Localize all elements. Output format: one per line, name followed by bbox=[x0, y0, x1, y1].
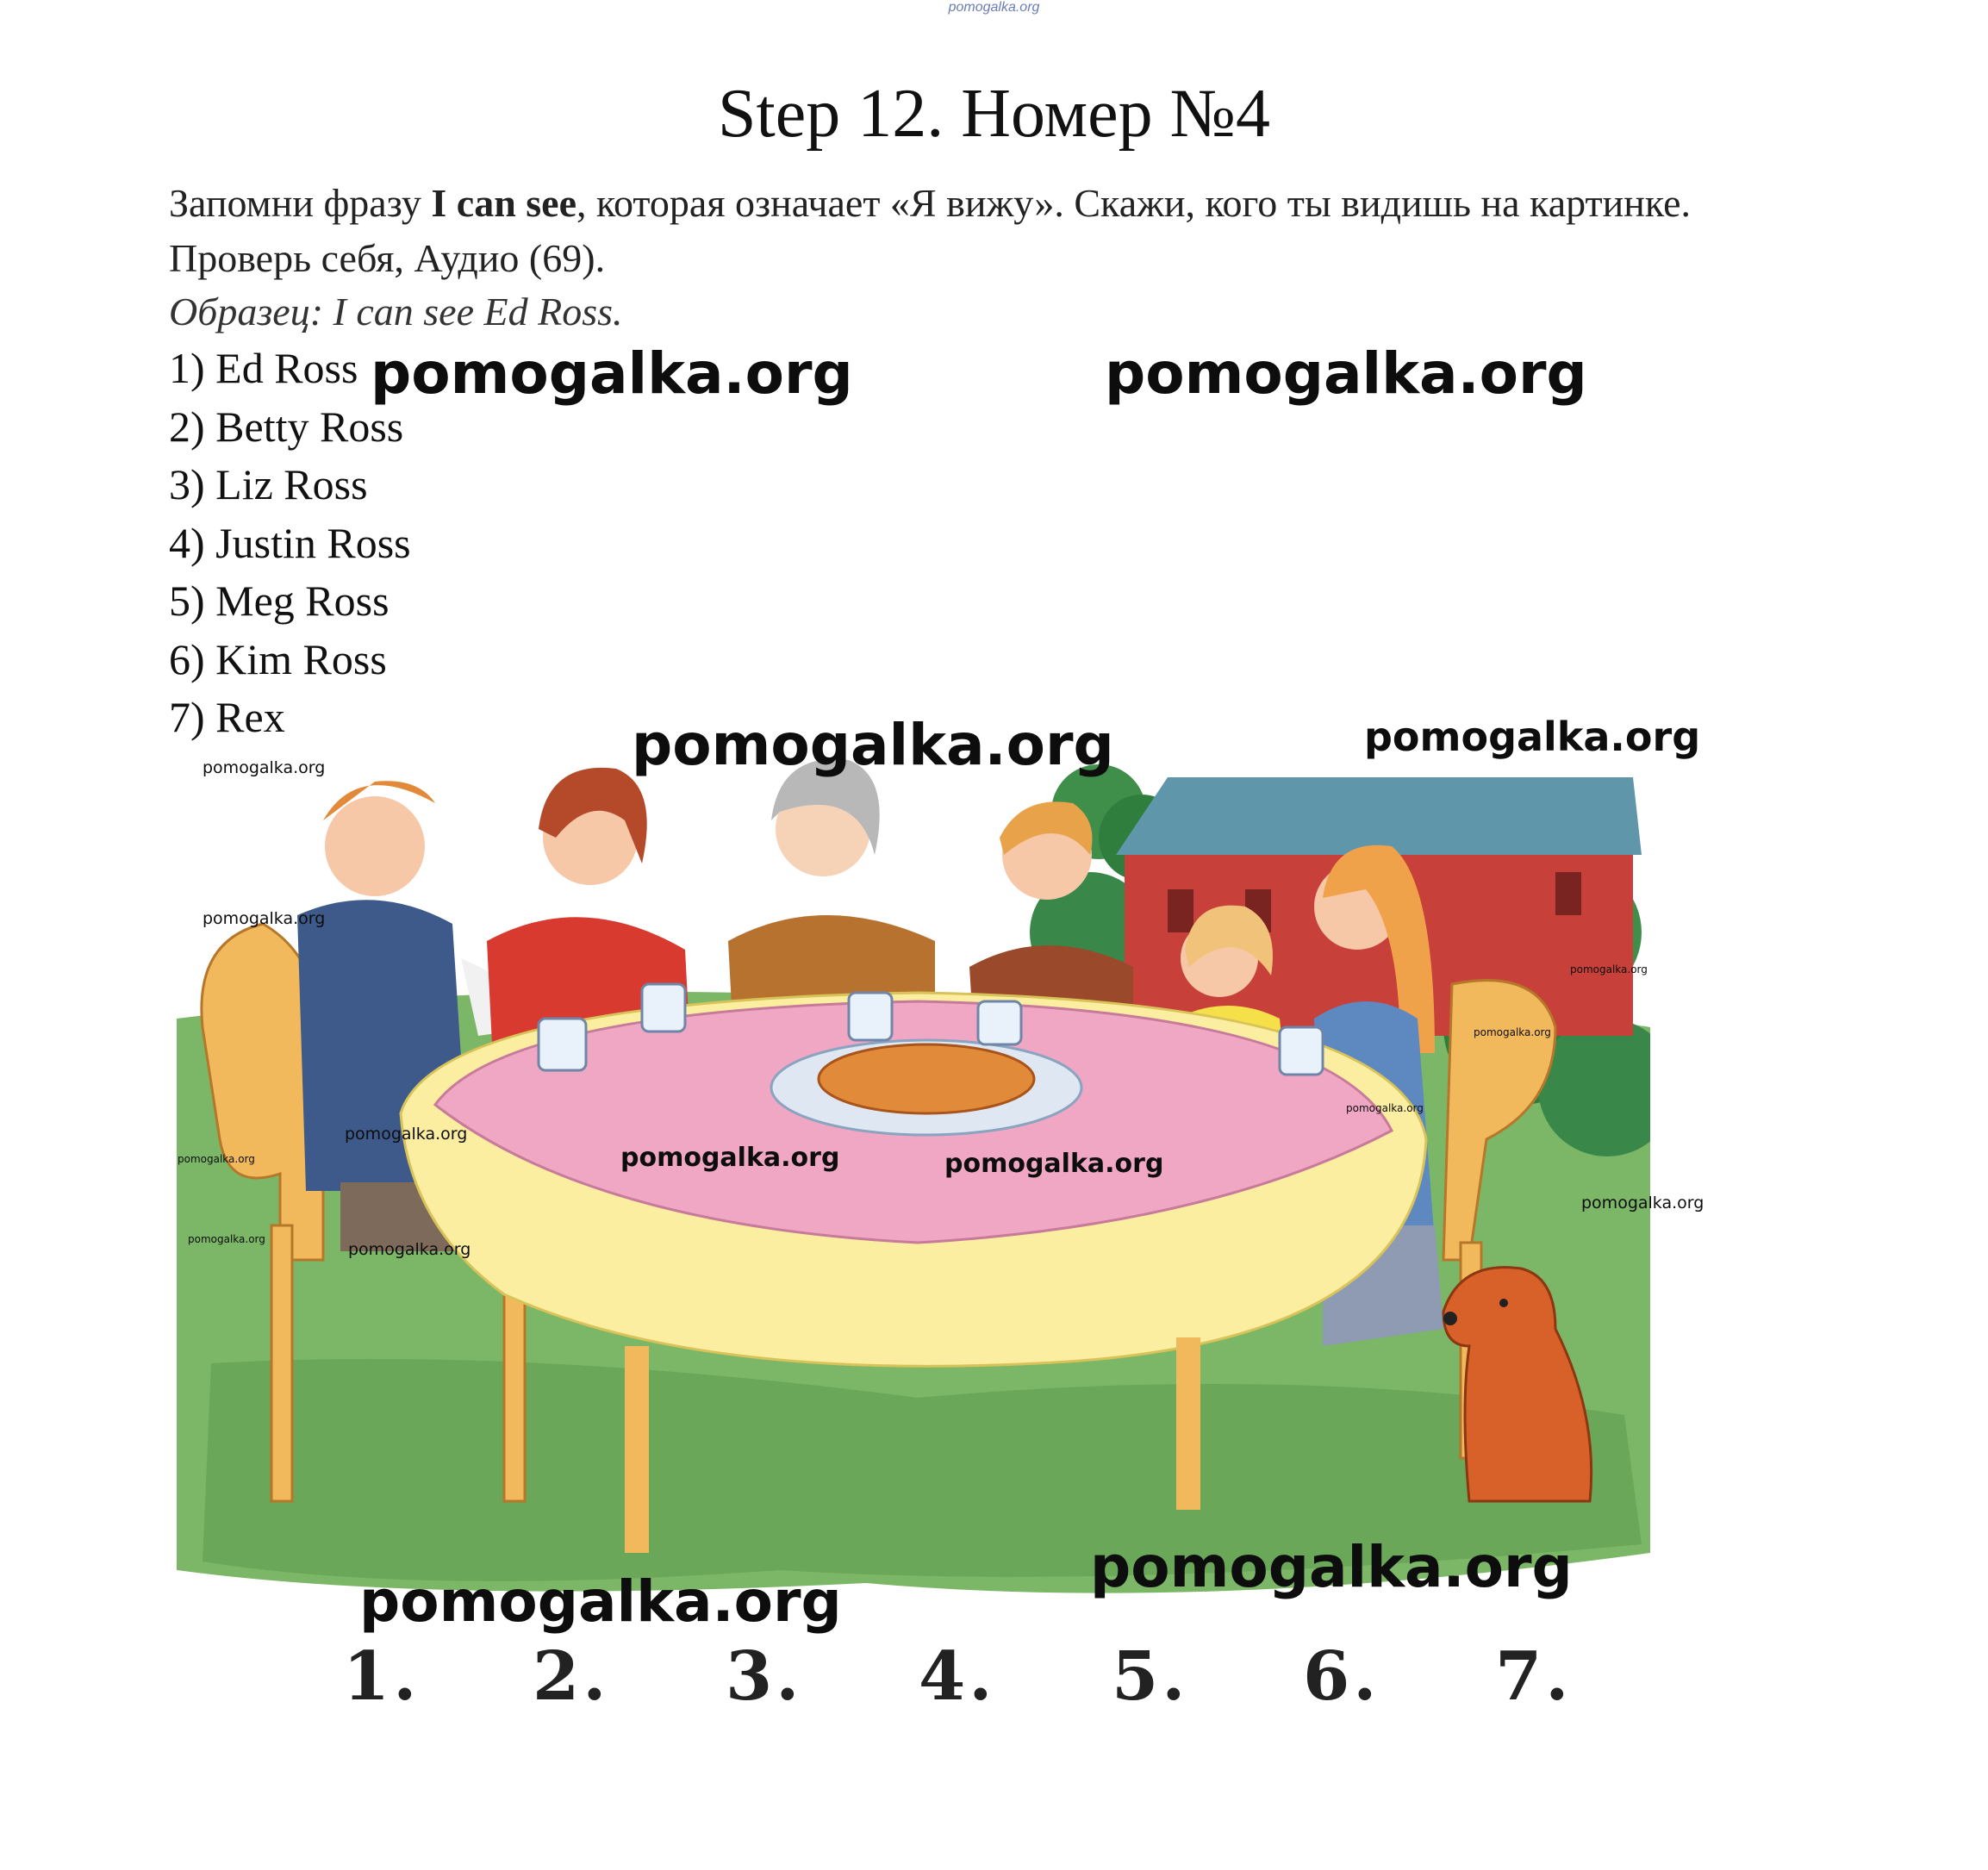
watermark: pomogalka.org bbox=[345, 1125, 468, 1144]
sample-text: Образец: I can see Ed Ross. bbox=[169, 290, 623, 333]
watermark: pomogalka.org bbox=[348, 1240, 471, 1259]
instruction-text bbox=[169, 176, 1720, 286]
watermark: pomogalka.org bbox=[1570, 963, 1648, 976]
picture-number: 7. bbox=[1495, 1637, 1573, 1716]
watermark: pomogalka.org bbox=[632, 712, 1114, 778]
watermark: pomogalka.org bbox=[1090, 1534, 1573, 1600]
watermark: pomogalka.org bbox=[1581, 1194, 1704, 1212]
instruction-part1: Запомни фразу bbox=[169, 181, 432, 225]
picture-number: 2. bbox=[533, 1637, 610, 1716]
watermark: pomogalka.org bbox=[188, 1233, 265, 1245]
picture-number: 5. bbox=[1112, 1637, 1189, 1716]
watermark: pomogalka.org bbox=[178, 1153, 255, 1165]
instruction-phrase: I can see bbox=[431, 181, 577, 225]
watermark: pomogalka.org bbox=[359, 1568, 842, 1635]
watermark: pomogalka.org bbox=[620, 1143, 840, 1173]
instruction-part2: , которая означает «Я вижу». Скажи, кого ты видишь на картинке. Проверь себя, Аудио (69). bbox=[169, 181, 1691, 280]
answer-item: 7) Rex bbox=[169, 693, 285, 741]
answer-item: 3) Liz Ross bbox=[169, 460, 368, 508]
answer-item: 2) Betty Ross bbox=[169, 402, 404, 451]
answer-item: 5) Meg Ross bbox=[169, 577, 389, 625]
top-watermark: pomogalka.org bbox=[948, 0, 1040, 15]
watermark: pomogalka.org bbox=[371, 340, 853, 407]
picture-number: 4. bbox=[919, 1637, 996, 1716]
watermark: pomogalka.org bbox=[203, 909, 326, 928]
picture-number: 6. bbox=[1303, 1637, 1380, 1716]
watermark: pomogalka.org bbox=[1474, 1026, 1551, 1038]
picture-number: 1. bbox=[343, 1637, 421, 1716]
picture-number: 3. bbox=[726, 1637, 803, 1716]
watermark: pomogalka.org bbox=[1105, 340, 1587, 407]
answer-item: 6) Kim Ross bbox=[169, 634, 387, 683]
answer-item: 1) Ed Ross bbox=[169, 344, 358, 392]
watermark: pomogalka.org bbox=[944, 1149, 1164, 1179]
page-title: Step 12. Номер №4 bbox=[718, 76, 1270, 152]
family-illustration bbox=[177, 743, 1650, 1605]
watermark: pomogalka.org bbox=[1364, 714, 1701, 760]
watermark: pomogalka.org bbox=[1346, 1102, 1424, 1114]
answer-item: 4) Justin Ross bbox=[169, 518, 411, 567]
watermark: pomogalka.org bbox=[203, 758, 326, 777]
